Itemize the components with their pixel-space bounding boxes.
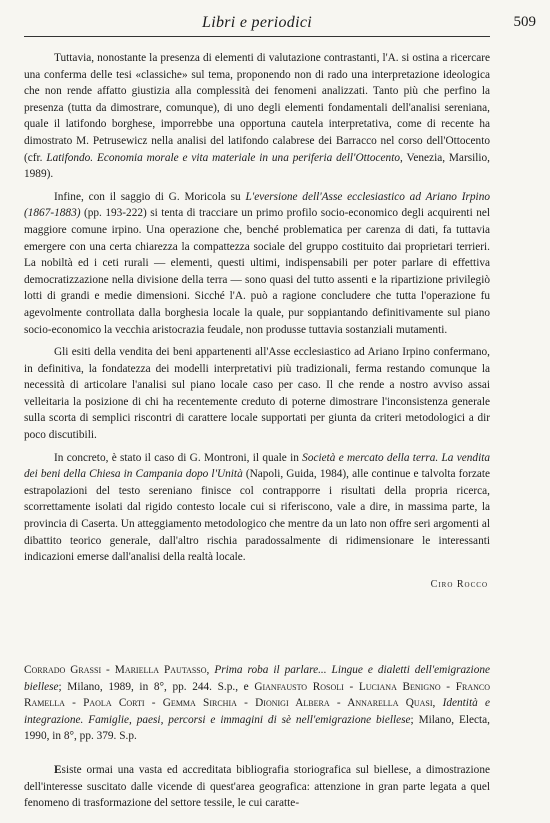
paragraph-2-italic: L'eversione dell'Asse ecclesiastico ad Ariano Irpino (1867-1883): [24, 190, 490, 220]
paragraph-3: [24, 344, 490, 444]
author-signature: Ciro Rocco: [430, 579, 488, 590]
review-pub-1: ; Milano, 1989, in 8°, pp. 244. S.p., e: [58, 680, 255, 693]
paragraph-2-after: (pp. 193-222) si tenta di tracciare un primo profilo socio-economico degli acquirenti nel maggiore comune irpino. Una operazione che, benché problematica per carenza di dati, fa tuttavia emergere con una certa chiarezza la compattezza sociale del gruppo costituito dai proprietari terrieri. La nobiltà ed i ceti rurali — elementi, questi ultimi, indispensabili per poter parlare di effettiva democratizzazione nella divisione della terra — sono quasi del tutto assenti e la ripartizione privilegiò lotti di grandi e medie dimensioni. Sicché l'A. può a ragione concludere che tutta l'operazione fu agevolmente controllata dalla borghesia locale la quale, pur soppiantando definitivamente sul piano socio-economico la vecchia aristocrazia feudale, non produsse tuttavia sostanziali mutamenti.: [24, 207, 490, 336]
paragraph-4-after: (Napoli, Guida, 1984), alle continue e talvolta forzate estrapolazioni del testo sereniano finisce col contrapporre i risultati della propria ricerca, scorrettamente isolati dal rigido contesto locale cui si riferiscono, vale a dire, in massima parte, la provincia di Caserta. Un atteggiamento metodologico che mentre da un lato non offre seri argomenti al dibattito teorico generale, dall'altro rischia paradossalmente di ridimensionare le interessanti indicazioni emerse dall'analisi della realtà locale.: [24, 468, 490, 564]
drop-cap: E: [54, 764, 62, 776]
paragraph-1-text: Tuttavia, nonostante la presenza di elementi di valutazione contrastanti, l'A. si ostina a ricercare una conferma delle tesi «classiche» sul tema, proponendo non di rado una interpretazione ideologica che non rende affatto giustizia alla complessità dei fenomeni analizzati. Tanto più che perfino la presenza (tutta da dimostrare, comunque), di uno degli elementi fondamentali dell'analisi sereniana, quale il latifondo borghese, imporrebbe una opportuna cautela interpretativa, come di recente ha dimostrato M. Petrusewicz nella analisi del latifondo calabrese dei Barracco nel corso dell'Ottocento (cfr.: [24, 52, 490, 164]
article-body: [24, 50, 490, 572]
running-title: Libri e periodici: [202, 14, 312, 31]
review-body: [24, 762, 490, 812]
paragraph-1-italic: Latifondo. Economia morale e vita materiale in una periferia dell'Ottocento: [46, 151, 400, 164]
review-heading: [24, 662, 490, 745]
paragraph-1: [24, 50, 490, 183]
review-pub-2: ; Milano, Electa, 1990, in 8°, pp. 379. S.p.: [24, 713, 490, 743]
review-title-2: Identità e integrazione. Famiglie, paesi, percorsi e immagini di sè nell'emigrazione biellese: [24, 697, 490, 726]
paragraph-2: [24, 189, 490, 338]
paragraph-3-text: Gli esiti della vendita dei beni appartenenti all'Asse ecclesiastico ad Ariano Irpino confermano, in definitiva, la fondatezza dei modelli interpretativi più tradizionali, ferma restando comunque la necessità di articolare l'analisi sul piano locale caso per caso. Il che rende a nostro avviso assai velleitaria la posizione di chi ha recentemente creduto di poterne dimostrare l'inconsistenza generale sulla scorta di semplici riscontri di carattere locale supportati per giunta da criteri metodologici a dir poco discutibili.: [24, 346, 490, 442]
review-citation: [24, 662, 490, 745]
paragraph-4: [24, 450, 490, 566]
review-authors-1: Corrado Grassi - Mariella Pautasso,: [24, 664, 210, 676]
review-paragraph-1-text: siste ormai una vasta ed accreditata bibliografia storiografica sul biellese, a dimostrazione dell'interesse suscitato dalle vicende di quest'area geografica: attenzione in gran parte legata a quel fenomeno di trasformazione del settore tessile, le cui caratte-: [24, 764, 490, 810]
review-paragraph-1: [24, 762, 490, 812]
paragraph-2-text: Infine, con il saggio di G. Moricola su: [54, 190, 246, 203]
review-authors-2: Gianfausto Rosoli - Luciana Benigno - Franco Ramella - Paola Corti - Gemma Sirchia - Dionigi Albera - Annarella Quasi,: [24, 680, 490, 710]
paragraph-4-italic: Società e mercato della terra. La vendita dei beni della Chiesa in Campania dopo l'Unità: [24, 451, 490, 481]
paragraph-4-text: In concreto, è stato il caso di G. Montroni, il quale in: [54, 451, 303, 464]
page-number: 509: [513, 14, 536, 30]
running-header: [24, 12, 536, 37]
paragraph-1-after: , Venezia, Marsilio, 1989).: [24, 151, 490, 181]
review-title-1: Prima roba il parlare... Lingue e dialetti dell'emigrazione biellese: [24, 664, 490, 693]
